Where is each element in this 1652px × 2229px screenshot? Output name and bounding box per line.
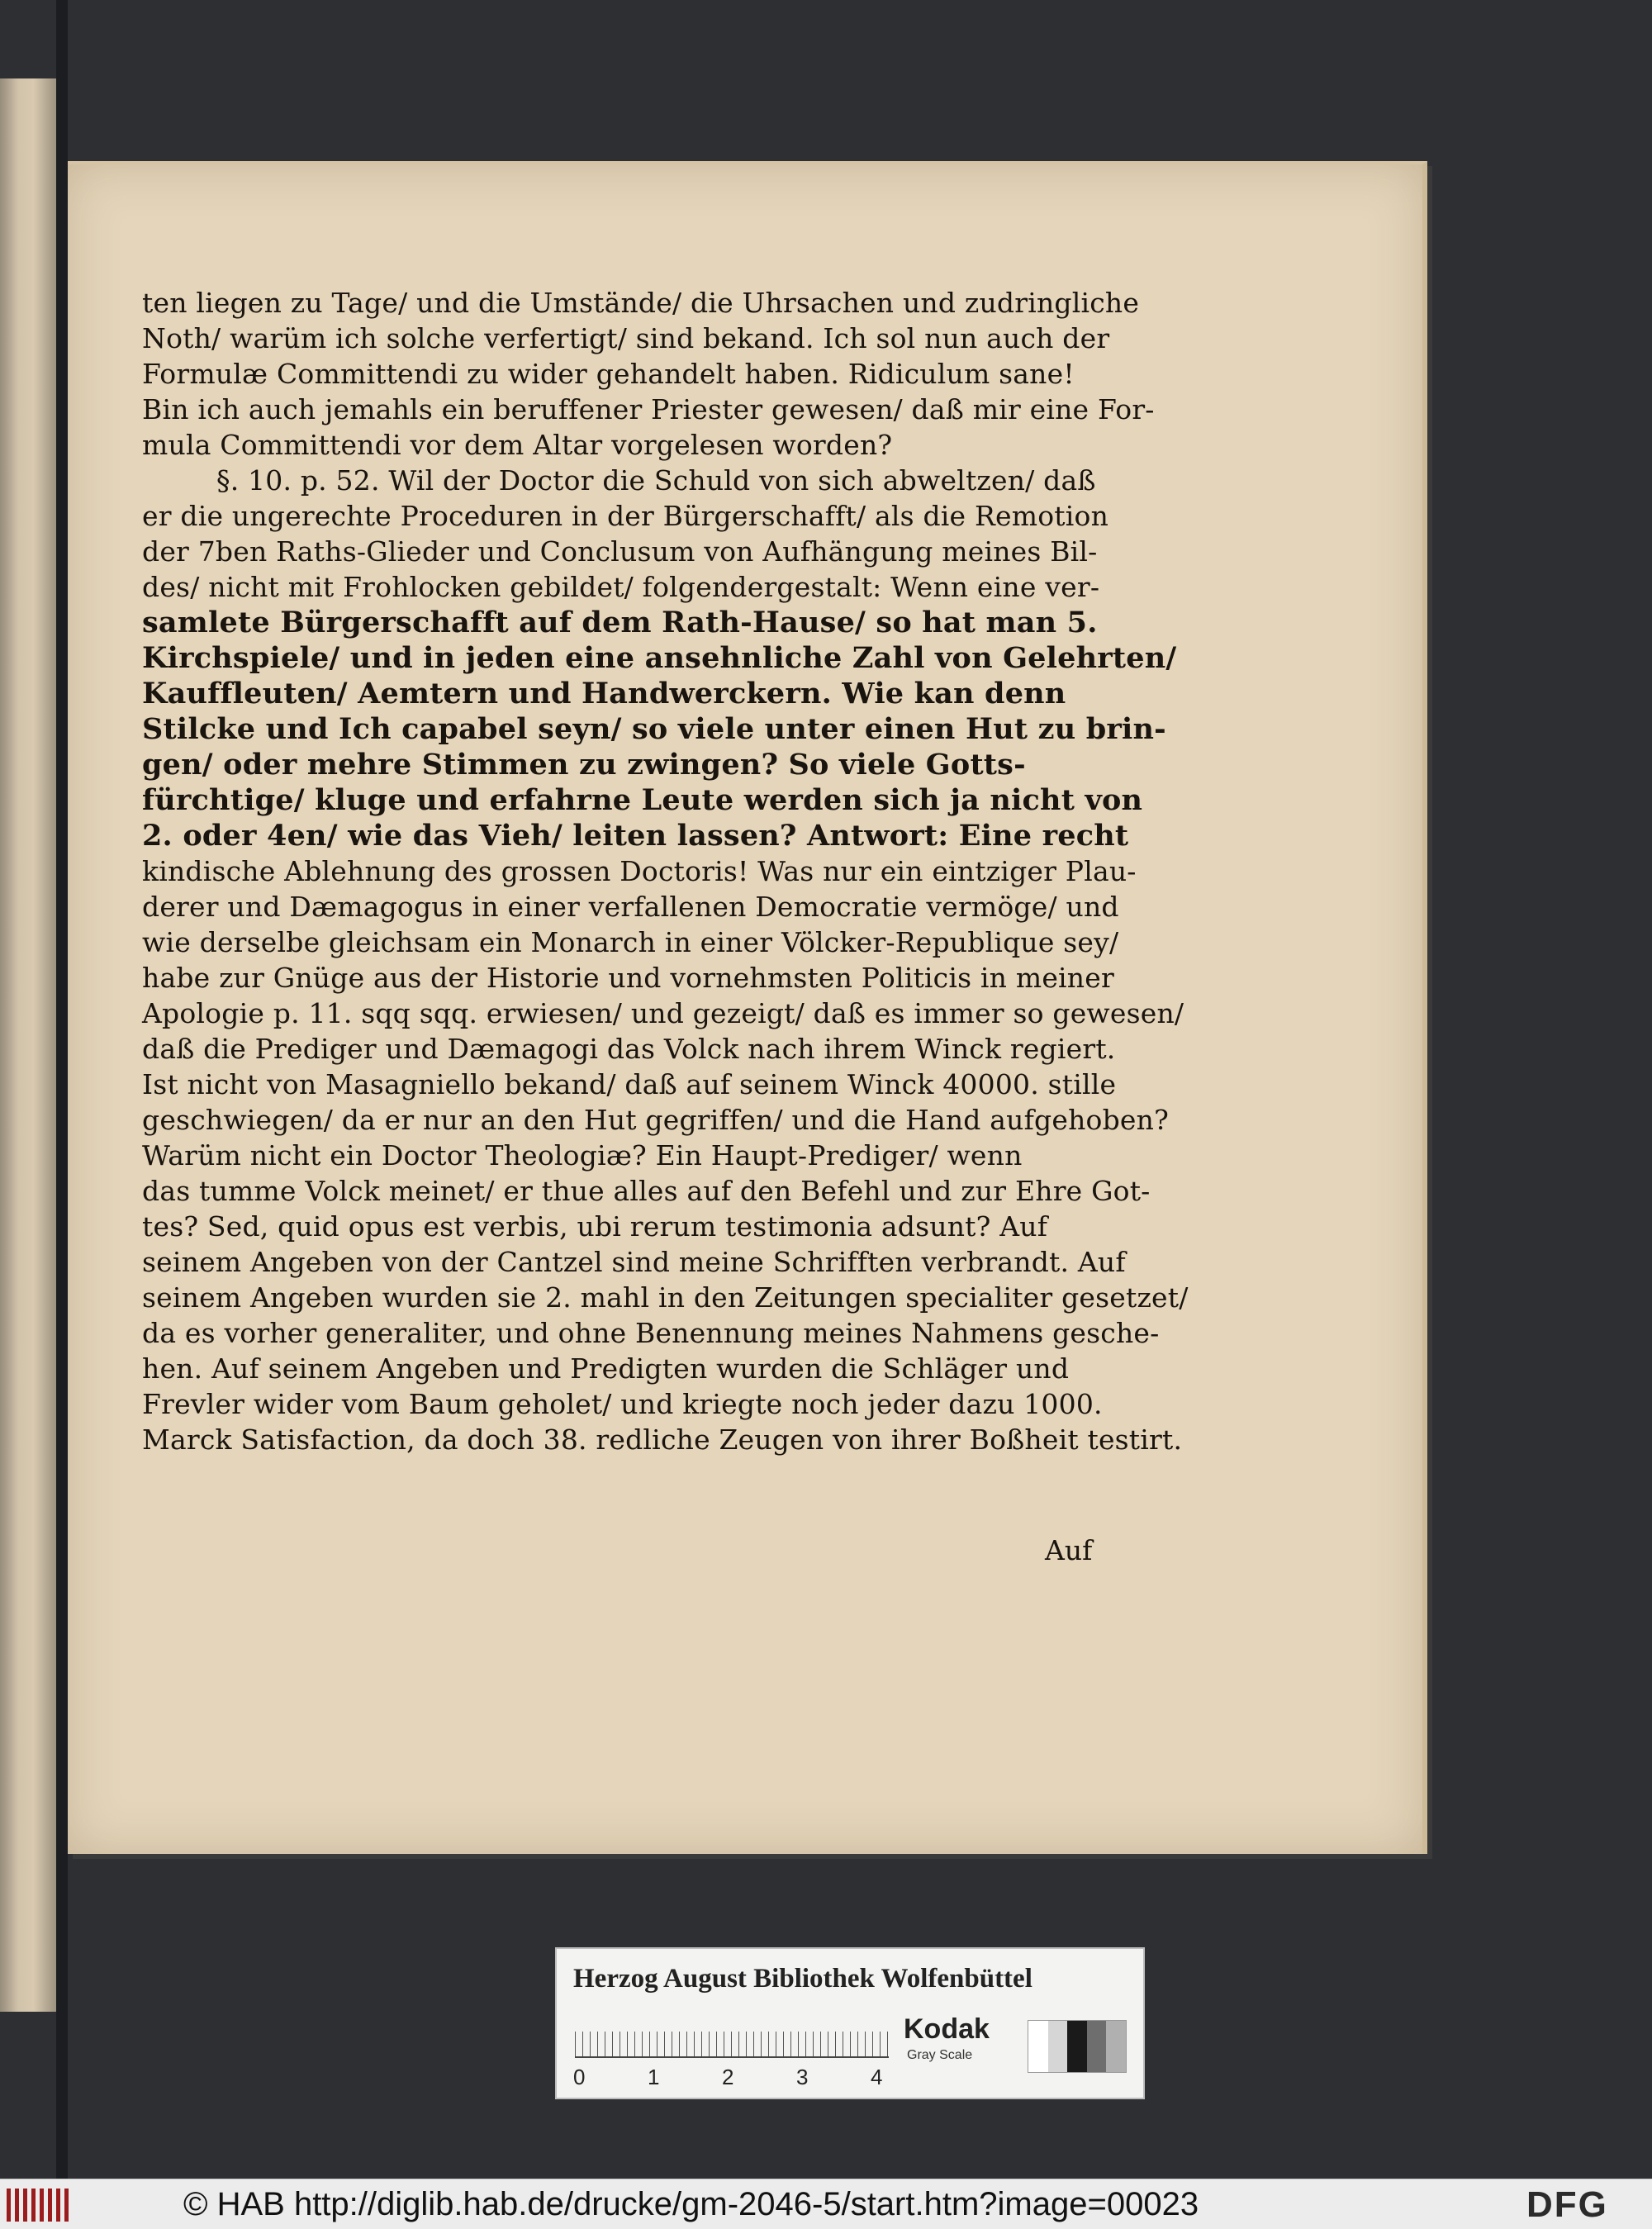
text-line: mula Committendi vor dem Altar vorgelesen worden?: [142, 429, 893, 461]
ruler-number: 3: [796, 2065, 809, 2089]
gray-patch: [1087, 2021, 1107, 2072]
text-line: seinem Angeben wurden sie 2. mahl in den Zeitungen specialiter gesetzet/: [142, 1281, 1189, 1314]
left-page-edge: [0, 78, 59, 2012]
text-line: wie derselbe gleichsam ein Monarch in einer Völcker-Republique sey/: [142, 926, 1119, 958]
text-line: das tumme Volck meinet/ er thue alles auf den Befehl und zur Ehre Got-: [142, 1175, 1151, 1207]
text-line: samlete Bürgerschafft auf dem Rath-Hause/ so hat man 5.: [142, 606, 1098, 639]
hab-logo-icon: [7, 2189, 69, 2222]
gray-patch: [1067, 2021, 1087, 2072]
scan-target-card: [555, 1947, 1145, 2099]
text-line: Kauffleuten/ Aemtern und Handwerckern. Wie kan denn: [142, 677, 1066, 711]
text-line: hen. Auf seinem Angeben und Predigten wurden die Schläger und: [142, 1352, 1070, 1385]
gray-patch: [1106, 2021, 1126, 2072]
text-line: fürchtige/ kluge und erfahrne Leute werden sich ja nicht von: [142, 783, 1143, 817]
text-line: geschwiegen/ da er nur an den Hut gegriffen/ und die Hand aufgehoben?: [142, 1104, 1170, 1136]
text-line: gen/ oder mehre Stimmen zu zwingen? So viele Gotts-: [142, 748, 1026, 782]
text-line: Frevler wider vom Baum geholet/ und kriegte noch jeder dazu 1000.: [142, 1388, 1103, 1420]
kodak-brand: Kodak: [904, 2013, 990, 2045]
text-line: des/ nicht mit Frohlocken gebildet/ folgendergestalt: Wenn eine ver-: [142, 571, 1100, 603]
text-line: 2. oder 4en/ wie das Vieh/ leiten lassen? Antwort: Eine recht: [142, 819, 1129, 853]
text-line: seinem Angeben von der Cantzel sind meine Schrifften verbrandt. Auf: [142, 1246, 1126, 1278]
gray-patch: [1048, 2021, 1068, 2072]
text-line: da es vorher generaliter, und ohne Benennung meines Nahmens gesche-: [142, 1317, 1160, 1349]
text-line: derer und Dæmagogus in einer verfallenen Democratie vermöge/ und: [142, 891, 1119, 923]
gray-scale-patches: [1028, 2020, 1127, 2073]
text-line: daß die Prediger und Dæmagogi das Volck nach ihrem Winck regiert.: [142, 1033, 1116, 1065]
text-line: Formulæ Committendi zu wider gehandelt haben. Ridiculum sane!: [142, 358, 1075, 390]
text-line: Apologie p. 11. sqq sqq. erwiesen/ und gezeigt/ daß es immer so gewesen/: [142, 997, 1184, 1029]
kodak-subtitle: Gray Scale: [907, 2048, 973, 2062]
text-line: ten liegen zu Tage/ und die Umstände/ die Uhrsachen und zudringliche: [142, 287, 1140, 319]
text-line: habe zur Gnüge aus der Historie und vornehmsten Politicis in meiner: [142, 962, 1114, 994]
text-line: Ist nicht von Masagniello bekand/ daß auf seinem Winck 40000. stille: [142, 1068, 1117, 1100]
text-block: [142, 285, 1189, 1457]
text-line: Stilcke und Ich capabel seyn/ so viele unter einen Hut zu brin-: [142, 712, 1166, 746]
ruler-number: 4: [871, 2065, 883, 2089]
dfg-logo: DFG: [1526, 2184, 1608, 2225]
ruler-number: 2: [722, 2065, 734, 2089]
text-line: Noth/ warüm ich solche verfertigt/ sind bekand. Ich sol nun auch der: [142, 322, 1110, 354]
text-line: §. 10. p. 52. Wil der Doctor die Schuld von sich abweltzen/ daß: [216, 464, 1096, 497]
citation-link[interactable]: © HAB http://diglib.hab.de/drucke/gm-2046-5/start.htm?image=00023: [183, 2186, 1199, 2222]
text-line: Kirchspiele/ und in jeden eine ansehnliche Zahl von Gelehrten/: [142, 641, 1177, 675]
text-line: Bin ich auch jemahls ein beruffener Priester gewesen/ daß mir eine For-: [142, 393, 1155, 425]
ruler-number: 1: [648, 2065, 660, 2089]
catchword: Auf: [1045, 1534, 1093, 1566]
library-name: Herzog August Bibliothek Wolfenbüttel: [573, 1964, 1032, 1994]
text-line: tes? Sed, quid opus est verbis, ubi rerum testimonia adsunt? Auf: [142, 1210, 1048, 1243]
footer-bar: [0, 2179, 1652, 2229]
text-line: der 7ben Raths-Glieder und Conclusum von Aufhängung meines Bil-: [142, 535, 1098, 568]
gray-patch: [1028, 2021, 1048, 2072]
ruler-number: 0: [573, 2065, 586, 2089]
binding-gutter: [56, 0, 68, 2181]
text-line: Marck Satisfaction, da doch 38. redliche Zeugen von ihrer Boßheit testirt.: [142, 1423, 1183, 1456]
text-line: kindische Ablehnung des grossen Doctoris! Was nur ein eintziger Plau-: [142, 855, 1137, 887]
text-line: Warüm nicht ein Doctor Theologiæ? Ein Haupt-Prediger/ wenn: [142, 1139, 1023, 1172]
measurement-ruler: [575, 2013, 889, 2058]
text-line: er die ungerechte Proceduren in der Bürgerschafft/ als die Remotion: [142, 500, 1109, 532]
